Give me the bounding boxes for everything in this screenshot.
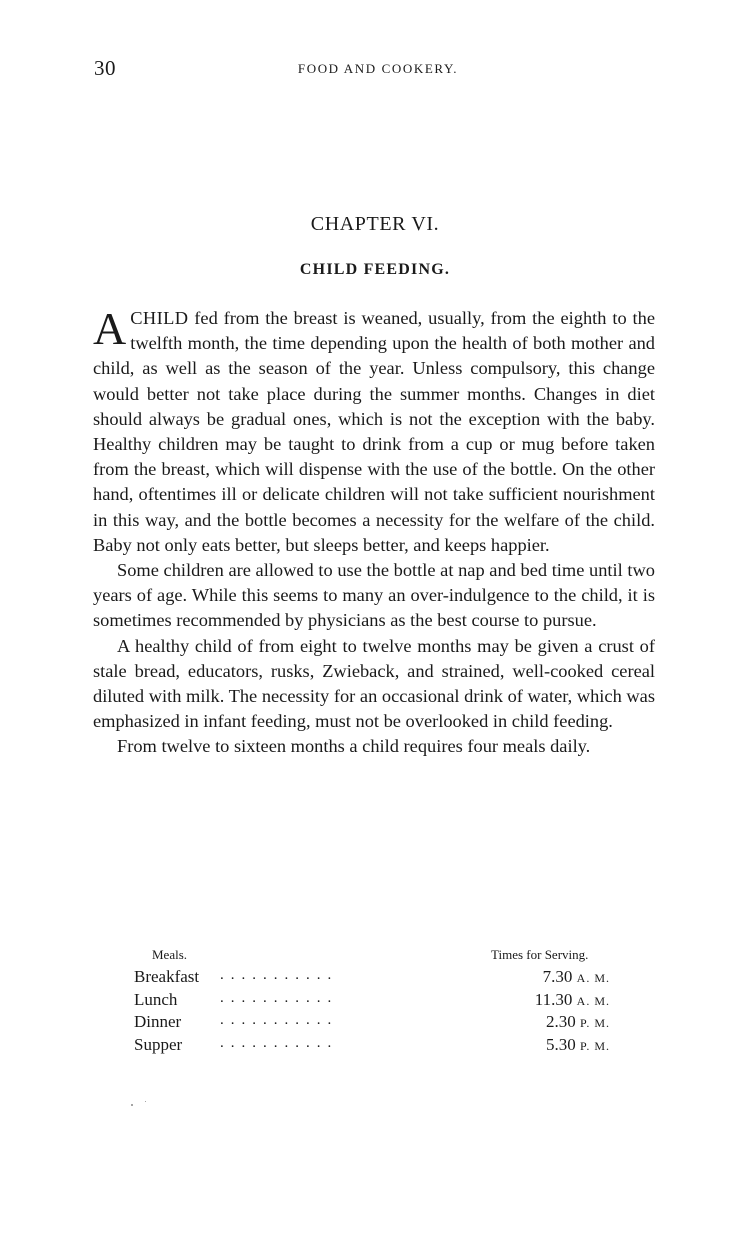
header-times: Times for Serving. bbox=[491, 947, 589, 962]
paragraph-1 bbox=[93, 303, 655, 558]
chapter-title: CHAPTER VI. bbox=[310, 213, 440, 235]
dot-leader: ........... bbox=[220, 989, 339, 1006]
meal-time bbox=[546, 1012, 610, 1032]
meal-time bbox=[535, 990, 610, 1010]
time-value: 11.30 bbox=[534, 989, 573, 1009]
body-text bbox=[93, 303, 655, 760]
meals-schedule-table bbox=[134, 947, 634, 1057]
time-value: 5.30 bbox=[545, 1034, 576, 1054]
time-period: P. M. bbox=[579, 1038, 610, 1053]
paragraph-2: Some children are allowed to use the bottle at nap and bed time until two years of age. While this seems to many an over-indulgence to the child, it is sometimes recommended by physicians as the best course to pursue. bbox=[93, 560, 655, 631]
meal-name: Breakfast bbox=[134, 967, 205, 987]
dot-leader: ........... bbox=[220, 1012, 339, 1029]
time-value: 7.30 bbox=[542, 967, 573, 986]
table-row bbox=[134, 967, 634, 990]
print-speck bbox=[131, 1104, 133, 1106]
time-period: P. M. bbox=[579, 1016, 610, 1031]
drop-cap: A bbox=[93, 303, 127, 354]
dot-leader: ........... bbox=[220, 967, 339, 983]
time-period: A. M. bbox=[576, 993, 610, 1008]
print-speck bbox=[145, 1101, 146, 1102]
table-row bbox=[134, 1035, 634, 1058]
paragraph-4: From twelve to sixteen months a child requires four meals daily. bbox=[117, 736, 591, 757]
dot-leader: ........... bbox=[220, 1034, 339, 1051]
section-title: CHILD FEEDING. bbox=[299, 261, 451, 278]
table-header bbox=[134, 947, 634, 967]
meal-name: Dinner bbox=[134, 1012, 187, 1032]
paragraph-1-text: fed from the breast is weaned, usually, from the eighth to the twelfth month, the time depending upon the health of both mother and child, as well as the season of the year. Unless compulsory, this change would better not take place during the summer months. Changes in diet should always be gradual ones, which is not the exception with the baby. Healthy children may be taught to drink from a cup or mug before taken from the breast, which will dispense with the use of the bottle. On the other hand, oftentimes ill or delicate children will not take sufficient nourishment in this way, and the bottle becomes a necessity for the welfare of the child. Baby not only eats better, but sleeps better, and keeps happier. bbox=[93, 308, 655, 555]
meal-time bbox=[543, 967, 610, 987]
drop-cap-continuation: CHILD bbox=[130, 308, 189, 328]
meal-name: Supper bbox=[134, 1035, 188, 1055]
paragraph-3: A healthy child of from eight to twelve months may be given a crust of stale bread, educators, rusks, Zwieback, and strained, well-cooked cereal diluted with milk. The necessity for an occasional drink of water, which was emphasized in infant feeding, must not be overlooked in child feeding. bbox=[93, 635, 655, 732]
header-meals: Meals. bbox=[152, 947, 188, 962]
table-row bbox=[134, 990, 634, 1013]
meal-name: Lunch bbox=[134, 990, 183, 1010]
time-period: A. M. bbox=[576, 971, 610, 985]
page-number: 30 bbox=[94, 56, 116, 80]
time-value: 2.30 bbox=[545, 1012, 576, 1032]
running-title: FOOD AND COOKERY. bbox=[297, 61, 459, 76]
meal-time bbox=[546, 1035, 610, 1055]
table-row bbox=[134, 1012, 634, 1035]
